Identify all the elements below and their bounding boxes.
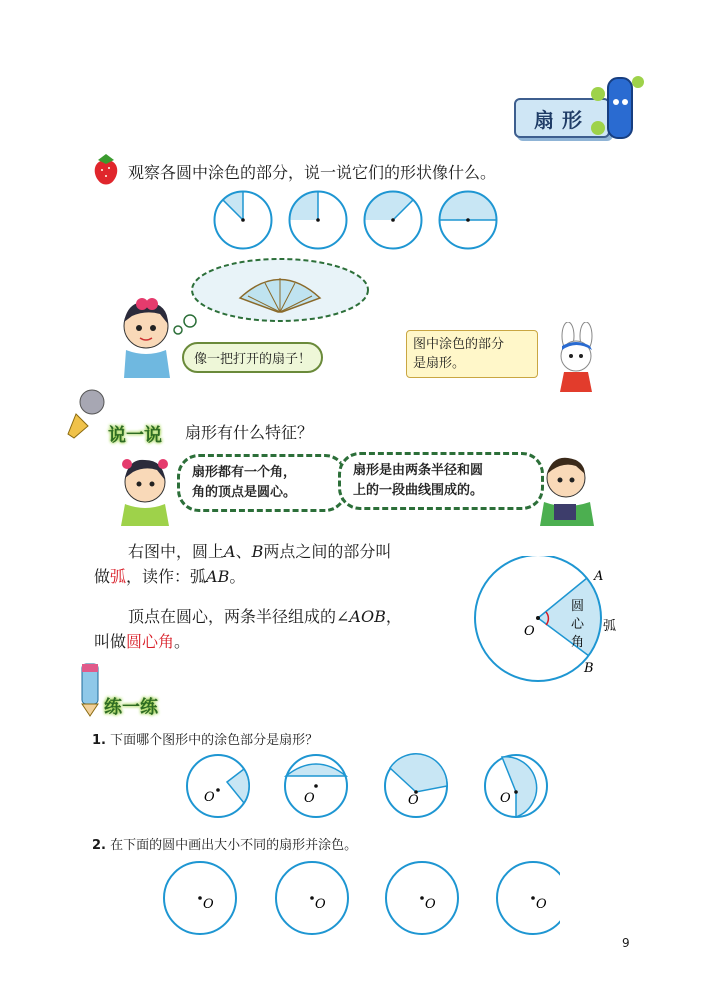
separator: 、 bbox=[235, 542, 252, 561]
paragraph-2-line-2 bbox=[94, 631, 190, 653]
q2-text: 在下面的圆中画出大小不同的扇形并涂色。 bbox=[110, 838, 358, 853]
paragraph-2-line-1 bbox=[128, 606, 402, 628]
q2-label-o-2: O bbox=[315, 897, 326, 912]
question-1 bbox=[92, 729, 318, 748]
cloud-right-line-1: 扇形是由两条半径和圆 bbox=[353, 463, 484, 478]
comma: ， bbox=[385, 607, 402, 626]
label-o: O bbox=[524, 624, 535, 639]
cloud-left-line-1: 扇形都有一个角， bbox=[192, 465, 297, 480]
cloud-right bbox=[338, 452, 544, 510]
arc-ab: AB bbox=[206, 567, 230, 586]
cloud-right-line-2: 上的一段曲线围成的。 bbox=[353, 483, 484, 498]
strawberry-icon bbox=[90, 152, 122, 188]
intro-circle-2 bbox=[290, 192, 347, 249]
central-angle-term: 圆心角 bbox=[126, 632, 175, 651]
para1-line2-b: ，读作：弧 bbox=[126, 567, 207, 586]
q2-circle-1 bbox=[164, 862, 236, 934]
discuss-label: 说一说 bbox=[108, 425, 162, 446]
label-angle-1: 圆 bbox=[571, 599, 585, 614]
q2-label-o-3: O bbox=[425, 897, 436, 912]
point-b: B bbox=[251, 542, 264, 561]
label-a: A bbox=[594, 569, 604, 584]
para1-line2-a: 做 bbox=[94, 567, 111, 586]
q1-label-o-2: O bbox=[304, 791, 315, 806]
cloud-left-line-2: 角的顶点是圆心。 bbox=[192, 485, 297, 500]
q2-label-o-1: O bbox=[203, 897, 214, 912]
q1-label-o-4: O bbox=[500, 791, 511, 806]
para2-line2-a: 叫做 bbox=[94, 632, 127, 651]
intro-circle-4 bbox=[440, 192, 497, 249]
point-a: A bbox=[224, 542, 236, 561]
para1-text-b: 两点之间的部分叫 bbox=[263, 542, 392, 561]
period-1: 。 bbox=[229, 567, 246, 586]
q1-circle-2 bbox=[285, 755, 347, 817]
para1-text-a: 右图中，圆上 bbox=[128, 542, 225, 561]
question-2 bbox=[92, 834, 357, 853]
girl-character-icon bbox=[112, 292, 182, 378]
period-2: 。 bbox=[174, 632, 191, 651]
q1-label-o-1: O bbox=[204, 790, 215, 805]
rabbit-speech-bubble bbox=[406, 330, 538, 378]
q1-circle-1 bbox=[187, 755, 249, 817]
practice-label: 练一练 bbox=[104, 697, 158, 718]
para2-text-a: 顶点在圆心，两条半径组成的 bbox=[128, 607, 337, 626]
arc-diagram bbox=[470, 556, 630, 682]
angle-aob: ∠AOB bbox=[336, 607, 386, 626]
q1-circles bbox=[180, 750, 560, 824]
intro-text: 观察各圆中涂色的部分，说一说它们的形状像什么。 bbox=[128, 163, 497, 182]
intro-circle-1 bbox=[215, 191, 272, 248]
q1-circle-3 bbox=[385, 754, 447, 817]
label-angle-2: 心 bbox=[571, 617, 585, 632]
rabbit-bubble-line-2: 是扇形。 bbox=[413, 356, 466, 371]
q2-circle-4 bbox=[497, 862, 560, 934]
q1-label-o-3: O bbox=[408, 793, 419, 808]
section-title: 扇形 bbox=[514, 98, 610, 138]
intro-circle-3 bbox=[364, 191, 421, 248]
pencil-icon bbox=[72, 660, 108, 718]
q2-circles bbox=[160, 858, 560, 940]
q2-label-o-4: O bbox=[536, 897, 547, 912]
arc-term: 弧 bbox=[110, 567, 127, 586]
page-number: 9 bbox=[622, 936, 630, 950]
mascot-icon bbox=[590, 72, 646, 152]
girl-2-character-icon bbox=[115, 452, 175, 526]
rabbit-character-icon bbox=[546, 322, 606, 394]
rabbit-bubble-line-1: 图中涂色的部分 bbox=[413, 337, 505, 352]
q1-text: 下面哪个图形中的涂色部分是扇形？ bbox=[110, 733, 319, 748]
q1-number: 1. bbox=[92, 733, 106, 748]
girl-speech-bubble: 像一把打开的扇子！ bbox=[182, 342, 323, 373]
q2-circle-2 bbox=[276, 862, 348, 934]
q2-circle-3 bbox=[386, 862, 458, 934]
cloud-left bbox=[177, 454, 347, 512]
boy-character-icon bbox=[538, 450, 598, 526]
intro-circles bbox=[205, 186, 515, 254]
paragraph-1-line-2 bbox=[94, 566, 245, 588]
microphone-icon bbox=[66, 388, 110, 440]
label-b: B bbox=[584, 661, 594, 676]
q1-circle-4 bbox=[485, 755, 547, 817]
fan-thought-cloud bbox=[170, 256, 370, 336]
paragraph-1-line-1 bbox=[128, 541, 391, 563]
label-angle-3: 角 bbox=[571, 635, 585, 650]
q2-number: 2. bbox=[92, 838, 106, 853]
discuss-question: 扇形有什么特征？ bbox=[185, 423, 314, 442]
label-arc: 弧 bbox=[603, 619, 617, 634]
